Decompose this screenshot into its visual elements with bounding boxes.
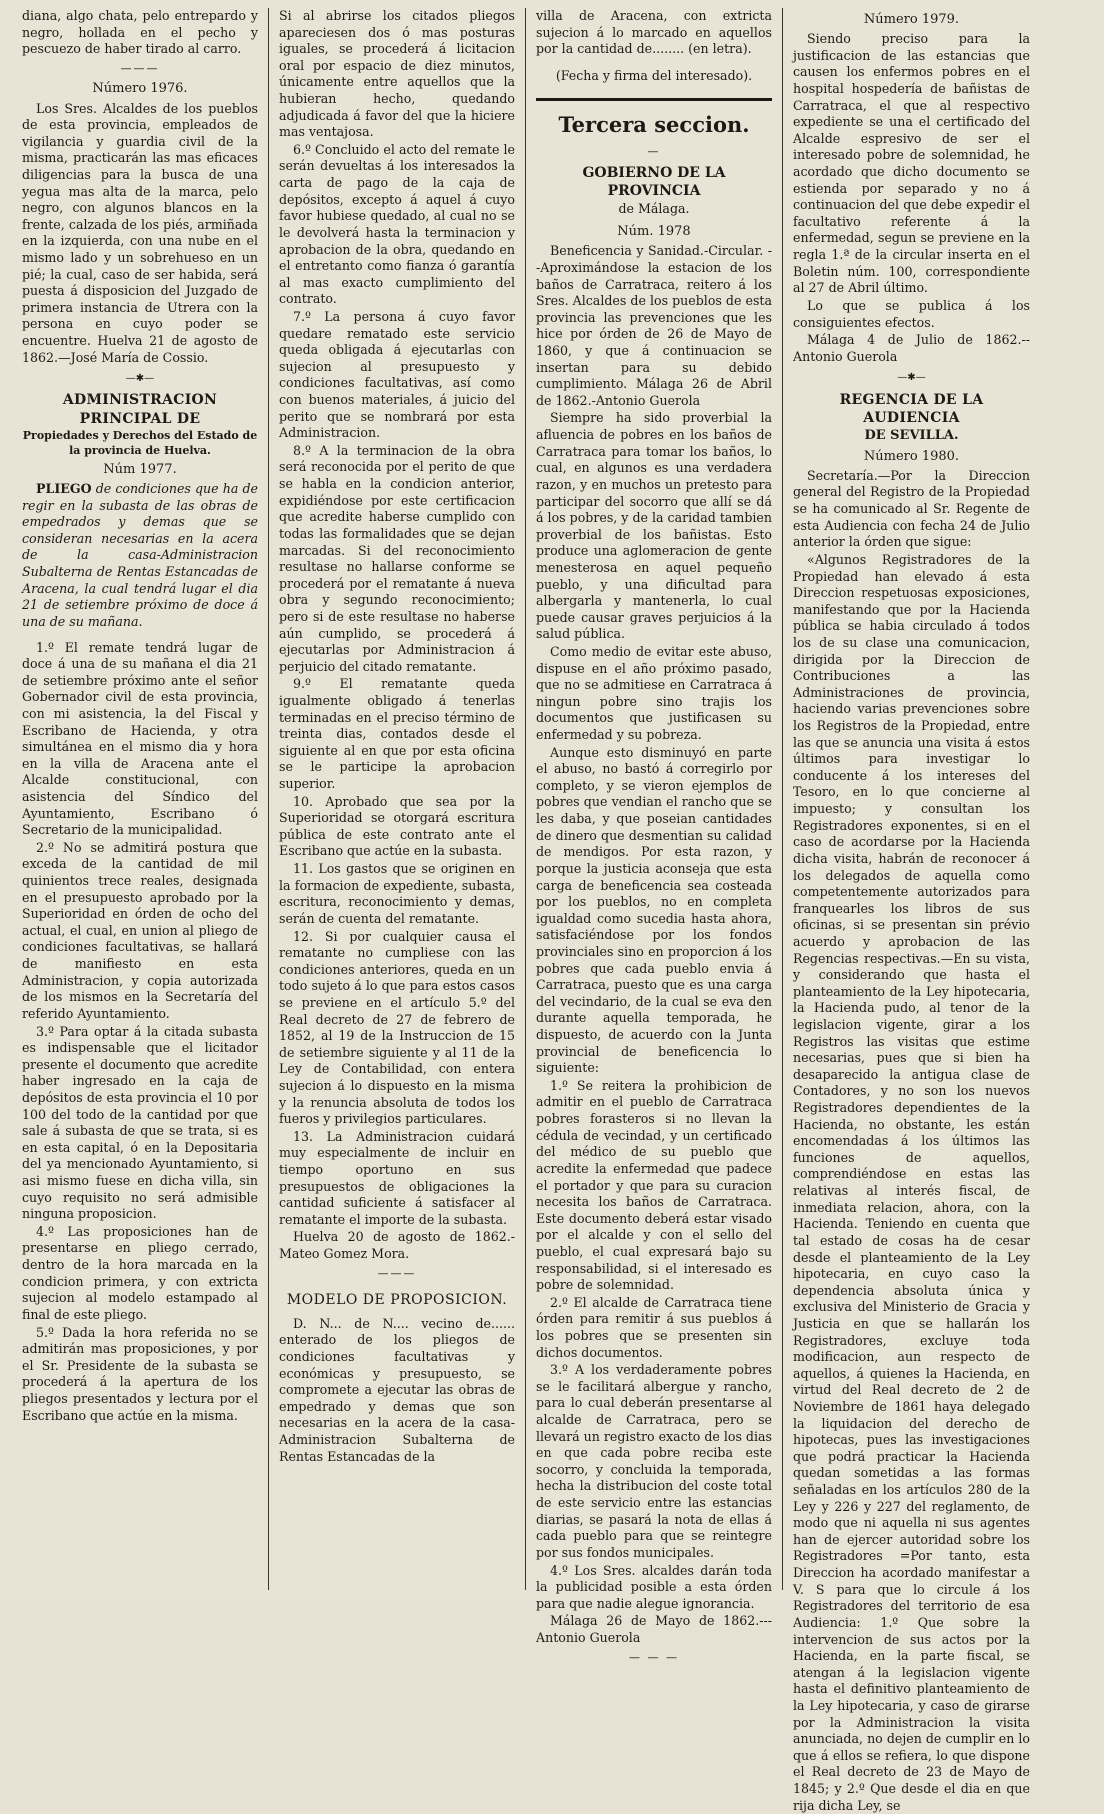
condition-paragraph: 11. Los gastos que se originen en la formacion de expediente, subasta, escritura, reconocimiento y demas, serán de cuenta del rematante. <box>279 861 515 926</box>
condition-paragraph: 2.º No se admitirá postura que exceda de la cantidad de mil quinientos trece reales, designada en el presupuesto aprobado por la Superioridad en órden de ocho del actual, el cual, en union al pliego de condiciones facultativas, se hallará de manifiesto en esta Administracion, y copia autorizada de los mismos en la Secretaría del referido Ayuntamiento. <box>22 839 258 1021</box>
condition-paragraph: 3.º Para optar á la citada subasta es indispensable que el licitador presente el documento que acredite haber ingresado en la caja de depósitos de esta provincia el 10 por 100 del todo de la cantidad por que sale á subasta de que se trata, si es en esta capital, ó en la Depositaria del ya mencionado Ayuntamiento, si asi mismo fuese en dicha villa, sin cuyo requisito no será admisible ninguna proposicion. <box>22 1023 258 1222</box>
separator: —✱— <box>125 373 155 385</box>
pliego-title-text: de condiciones que ha de regir en la subasta de las obras de empedrados y demas que se consideran necesarias en la acera de la casa-Administracion Subalterna de Rentas Estancadas de Aracena, la cual tendrá lugar el dia 21 de setiembre próximo de doce á una de su mañana. <box>22 481 258 629</box>
condition-paragraph: 12. Si por cualquier causa el rematante no cumpliese con las condiciones anteriores, queda en un todo sujeto á lo que para estos casos se previene en el artículo 5.º del Real decreto de 27 de febrero de 1852, al 19 de la Instruccion de 15 de setiembre siguiente y al 11 de la Ley de Contabilidad, con entera sujecion á lo dispuesto en la misma y la renuncia absoluta de todos los fueros y privilegios particulares. <box>279 928 515 1127</box>
condition-paragraph: 13. La Administracion cuidará muy especialmente de incluir en tiempo oportuno en sus presupuestos de obligaciones la cantidad suficiente á satisfacer al rematante el importe de la subasta. <box>279 1128 515 1227</box>
column-3 <box>526 8 783 1664</box>
section-subheading: Propiedades y Derechos del Estado de <box>22 429 258 443</box>
signature-date: Huelva 20 de agosto de 1862.-Mateo Gomez Mora. <box>279 1229 515 1262</box>
paragraph: Los Sres. Alcaldes de los pueblos de esta provincia, empleados de vigilancia y guardia civil de la misma, practicarán las mas eficaces diligencias para la busca de una yegua mas alta de la marca, pelo negro, con algunos blancos en la frente, calzada de los piés, armiñada en la izquierda, con una nube en el mismo lado y un sobrehueso en un pié; la cual, caso de ser habida, será puesta á disposicion del Juzgado de primera instancia de Utrera con la persona en cuyo poder se encuentre. Huelva 21 de agosto de 1862.—José María de Cossio. <box>22 100 258 365</box>
separator: —✱— <box>897 372 926 384</box>
pliego-title-lead: PLIEGO <box>36 481 92 497</box>
section-title: Tercera seccion. <box>558 112 750 138</box>
section-heading: REGENCIA DE LA AUDIENCIA <box>839 391 984 426</box>
notice-number: Núm 1977. <box>103 461 177 477</box>
rule-paragraph: 3.º A los verdaderamente pobres se le facilitará albergue y rancho, para lo cual deberán presentarse al alcalde de Carratraca, pero se llevará un registro exacto de los dias en que cada pobre reciba este socorro, y concluida la temporada, hecha la distribucion del coste total de este servicio entre las estancias diarias, se pasará la nota de ellas á cada pueblo para que se reintegre por sus fondos municipales. <box>536 1362 772 1560</box>
separator: ——— <box>377 1266 417 1280</box>
column-2 <box>269 8 526 1590</box>
paragraph: Secretaría.—Por la Direccion general del Registro de la Propiedad se ha comunicado al Sr. Regente de esta Audiencia con fecha 24 de Julio anterior la órden que sigue: <box>793 467 1030 550</box>
rule-paragraph: 2.º El alcalde de Carratraca tiene órden para remitir á sus pueblos á los pobres que se presenten sin dichos documentos. <box>536 1294 772 1360</box>
signature-note: (Fecha y firma del interesado). <box>555 67 753 83</box>
paragraph: Como medio de evitar este abuso, dispuse en el año próximo pasado, que no se admitiese en Carratraca á ningun pobre sino trajis los documentos que justificasen su enfermedad y su pobreza. <box>536 644 772 743</box>
separator: — <box>647 145 661 159</box>
rule-paragraph: 1.º Se reitera la prohibicion de admitir en el pueblo de Carratraca pobres forasteros si no llevan la cédula de vecindad, y un certificado del médico de su pueblo que acredite la enfermedad que padece el portador y que para su curacion necesita los baños de Carratraca. Este documento deberá estar visado por el alcalde y con el sello del pueblo, el cual expresará bajo su responsabilidad, si el interesado es pobre de solemnidad. <box>536 1077 772 1293</box>
paragraph: Si al abrirse los citados pliegos apareciesen dos ó mas posturas iguales, se procederá á licitacion oral por espacio de diez minutos, únicamente entre aquellos que la hubieran hecho, quedando adjudicada á favor del que la hiciere mas ventajosa. <box>279 8 515 140</box>
signature-date: Málaga 4 de Julio de 1862.--Antonio Guerola <box>793 332 1030 364</box>
paragraph: diana, algo chata, pelo entrepardo y negro, hollada en el pecho y pescuezo de haber tirado al carro. <box>22 8 258 57</box>
paragraph: D. N... de N.... vecino de...... enterado de los pliegos de condiciones facultativas y económicas y presupuesto, se compromete a ejecutar las obras de empedrado y demas que son necesarias en la acera de la casa-Administracion Subalterna de Rentas Estancadas de la <box>279 1315 515 1464</box>
section-heading: GOBIERNO DE LA PROVINCIA <box>582 164 726 200</box>
paragraph: «Algunos Registradores de la Propiedad han elevado á esta Direccion respetuosas exposiciones, manifestando que por la Hacienda pública se habia circulado á todos los de su clase una comunicacion, dirigida por la Direccion de Contribuciones a las Administraciones de provincia, haciendo varias prevenciones sobre los Registros de la Propiedad, entre las que se anuncia una visita á estos últimos para investigar lo conducente á los intereses del Tesoro, en lo que concierne al impuesto; y consultan los Registradores exponentes, si en el caso de acordarse por la Hacienda dicha visita, habrán de reconocer á los delegados de aquella como competentemente autorizados para franquearles los libros de sus oficinas, si se presentan sin prévio acuerdo y aprobacion de las Regencias respectivas.—En su vista, y considerando que hasta el planteamiento de la Ley hipotecaria, la Hacienda pudo, al tenor de la legislacion vigente, girar a los Registros las visitas que estime necesarias, pues que si bien ha desaparecido la antigua clase de Contadores, y no son los nuevos Registradores dependientes de la Hacienda, no obstante, les están encomendadas á los últimos las funciones de aquellos, comprendiéndose en estas las relativas al interés fiscal, de inmediata relacion, ahora, con la Hacienda. Teniendo en cuenta que tal estado de cosas ha de cesar desde el planteamiento de la Ley hipotecaria, en cuyo caso la dependencia absoluta única y exclusiva del Ministerio de Gracia y Justicia en que se hallarán los Registradores, excluye toda modificacion, aun respecto de aquellos, á quienes la Hacienda, en virtud del Real decreto de 2 de Noviembre de 1861 haya delegado la liquidacion del derecho de hipotecas, pues las investigaciones que podrá practicar la Hacienda quedan sometidas a las formas señaladas en los artículos 280 de la Ley y 226 y 227 del reglamento, de modo que ni aquella ni sus agentes han de ejercer autoridad sobre los Registradores =Por tanto, esta Direccion ha acordado manifestar a V. S para que lo circule á los Registradores del territorio de esa Audiencia: 1.º Que sobre la intervencion de sus actos por la Hacienda, en la parte fiscal, se atengan á la legislacion vigente hasta el definitivo planteamiento de la Ley hipotecaria, y caso de girarse por la Administracion la visita anunciada, no dejen de cumplir en lo que á ellos se refiera, lo que dispone el Real decreto de 23 de Mayo de 1845; y 2.º Que desde el dia en que rija dicha Ley, se <box>793 551 1030 1813</box>
model-heading: MODELO DE PROPOSICION. <box>286 1292 508 1309</box>
column-1 <box>12 8 269 1590</box>
divider <box>536 98 772 101</box>
column-4 <box>783 8 1040 1813</box>
condition-paragraph: 10. Aprobado que sea por la Superioridad se otorgará escritura pública de este contrato ante el Escribano que actúe en la subasta. <box>279 793 515 859</box>
condition-paragraph: 9.º El rematante queda igualmente obligado á tenerlas terminadas en el preciso término de treinta dias, contados desde el siguiente al en que por esta oficina se le participe la aprobacion superior. <box>279 676 515 792</box>
notice-number: Número 1979. <box>863 12 960 27</box>
paragraph: Beneficencia y Sanidad.-Circular. --Aproximándose la estacion de los baños de Carratraca, reitero á los Sres. Alcaldes de los pueblos de esta provincia las prevenciones que les hice por órden de 26 de Mayo de 1860, y que á continuacion se insertan para su debido cumplimiento. Málaga 26 de Abril de 1862.-Antonio Guerola <box>536 243 772 408</box>
section-subheading: DE SEVILLA. <box>864 428 959 444</box>
notice-number: Núm. 1978 <box>617 224 691 240</box>
condition-paragraph: 6.º Concluido el acto del remate le serán devueltas á los interesados la carta de pago de la caja de depósitos, excepto á aquel á cuyo favor hubiese quedado, al cual no se le devolverá hasta la terminacion y aprobacion de la obra, quedando en el entretanto como fianza ó garantía al mas exacto cumplimiento del contrato. <box>279 141 515 307</box>
condition-paragraph: 4.º Las proposiciones han de presentarse en pliego cerrado, dentro de la hora marcada en la condicion primera, y con extricta sujecion al modelo estampado al final de este pliego. <box>22 1223 258 1322</box>
notice-number: Número 1976. <box>92 81 188 97</box>
section-heading: ADMINISTRACION PRINCIPAL DE <box>62 392 218 427</box>
condition-paragraph: 7.º La persona á cuyo favor quedare rematado este servicio queda obligada á ejecutarlas con sujecion al presupuesto y condiciones facultativas, así como con buenos materiales, á juicio del perito que se nombrará por esta Administracion. <box>279 308 515 441</box>
rule-paragraph: 4.º Los Sres. alcaldes darán toda la publicidad posible a esta órden para que nadie alegue ignorancia. <box>536 1562 772 1611</box>
paragraph: villa de Aracena, con extricta sujecion á lo marcado en aquellos por la cantidad de........ (en letra). <box>536 8 772 57</box>
paragraph: Aunque esto disminuyó en parte el abuso, no bastó á corregirlo por completo, y se vieron ejemplos de pobres que vendian el rancho que se les daba, y que poseian cantidades de dinero que desmentian su calidad de mendigos. Por esta razon, y porque la justicia aconseja que esta carga de beneficencia sea costeada por los pueblos, no en completa igualdad como sucedia hasta ahora, satisfaciéndose por los fondos provinciales sino en proporcion á los pobres que cada pueblo envia á Carratraca, puesto que es una carga del vecindario, de la cual se eva den durante aquella temporada, he dispuesto, de acuerdo con la Junta provincial de beneficencia lo siguiente: <box>536 744 772 1076</box>
separator: ——— <box>120 61 160 75</box>
condition-paragraph: 8.º A la terminacion de la obra será reconocida por el perito de que se habla en la condicion anterior, expidiéndose por este certificacion que acredite haberse cumplido con todas las formalidades que se dejan marcadas. Si del reconocimiento resultase no hallarse conforme se procederá por el rematante á nueva obra y segundo reconocimiento; pero si de este resultase no haberse aún cumplido, se procederá á ejecutarlas por Administracion á perjuicio del citado rematante. <box>279 442 515 674</box>
signature-date: Málaga 26 de Mayo de 1862.--- Antonio Guerola <box>536 1613 772 1645</box>
condition-paragraph: 1.º El remate tendrá lugar de doce á una de su mañana el dia 21 de setiembre próximo ante el señor Gobernador civil de esta provincia, con mi asistencia, la del Fiscal y Escribano de Hacienda, y otra simultánea en el mismo dia y hora en la villa de Aracena ante el Alcalde constitucional, con asistencia del Síndico del Ayuntamiento, Escribano ó Secretario de la municipalidad. <box>22 639 258 838</box>
paragraph: Siempre ha sido proverbial la afluencia de pobres en los baños de Carratraca para tomar los baños, lo cual, en algunos es una verdadera razon, y en muchos un pretesto para participar del socorro que allí se dá á los pobres, y de la caridad tambien proverbial de los bañistas. Esto produce una aglomeracion de gente menesterosa en aquel pequeño pueblo, y una dificultad para albergarla y mantenerla, lo cual puede causar graves perjuicios á la salud pública. <box>536 410 772 642</box>
notice-number: Número 1980. <box>863 448 960 464</box>
section-subheading: de Málaga. <box>618 200 690 216</box>
condition-paragraph: 5.º Dada la hora referida no se admitirán mas proposiciones, y por el Sr. Presidente de la subasta se procederá á la apertura de los pliegos presentados y lectura por el Escribano que actúe en la misma. <box>22 1324 258 1423</box>
paragraph: Siendo preciso para la justificacion de las estancias que causen los enfermos pobres en el hospital hospedería de bañistas de Carratraca, el que al respectivo expediente se una el certificado del Alcalde espresivo de ser el interesado pobre de solemnidad, he acordado que dicho documento se estienda por separado y no á continuacion del que debe expedir el facultativo referente á la enfermedad, segun se previene en la regla 1.ª de la circular inserta en el Boletin núm. 100, correspondiente al 27 de Abril último. <box>793 31 1030 296</box>
section-subheading: la provincia de Huelva. <box>69 444 211 458</box>
separator: — — — <box>629 1650 679 1664</box>
pliego-title <box>22 481 258 630</box>
paragraph: Lo que se publica á los consiguientes efectos. <box>793 297 1030 330</box>
